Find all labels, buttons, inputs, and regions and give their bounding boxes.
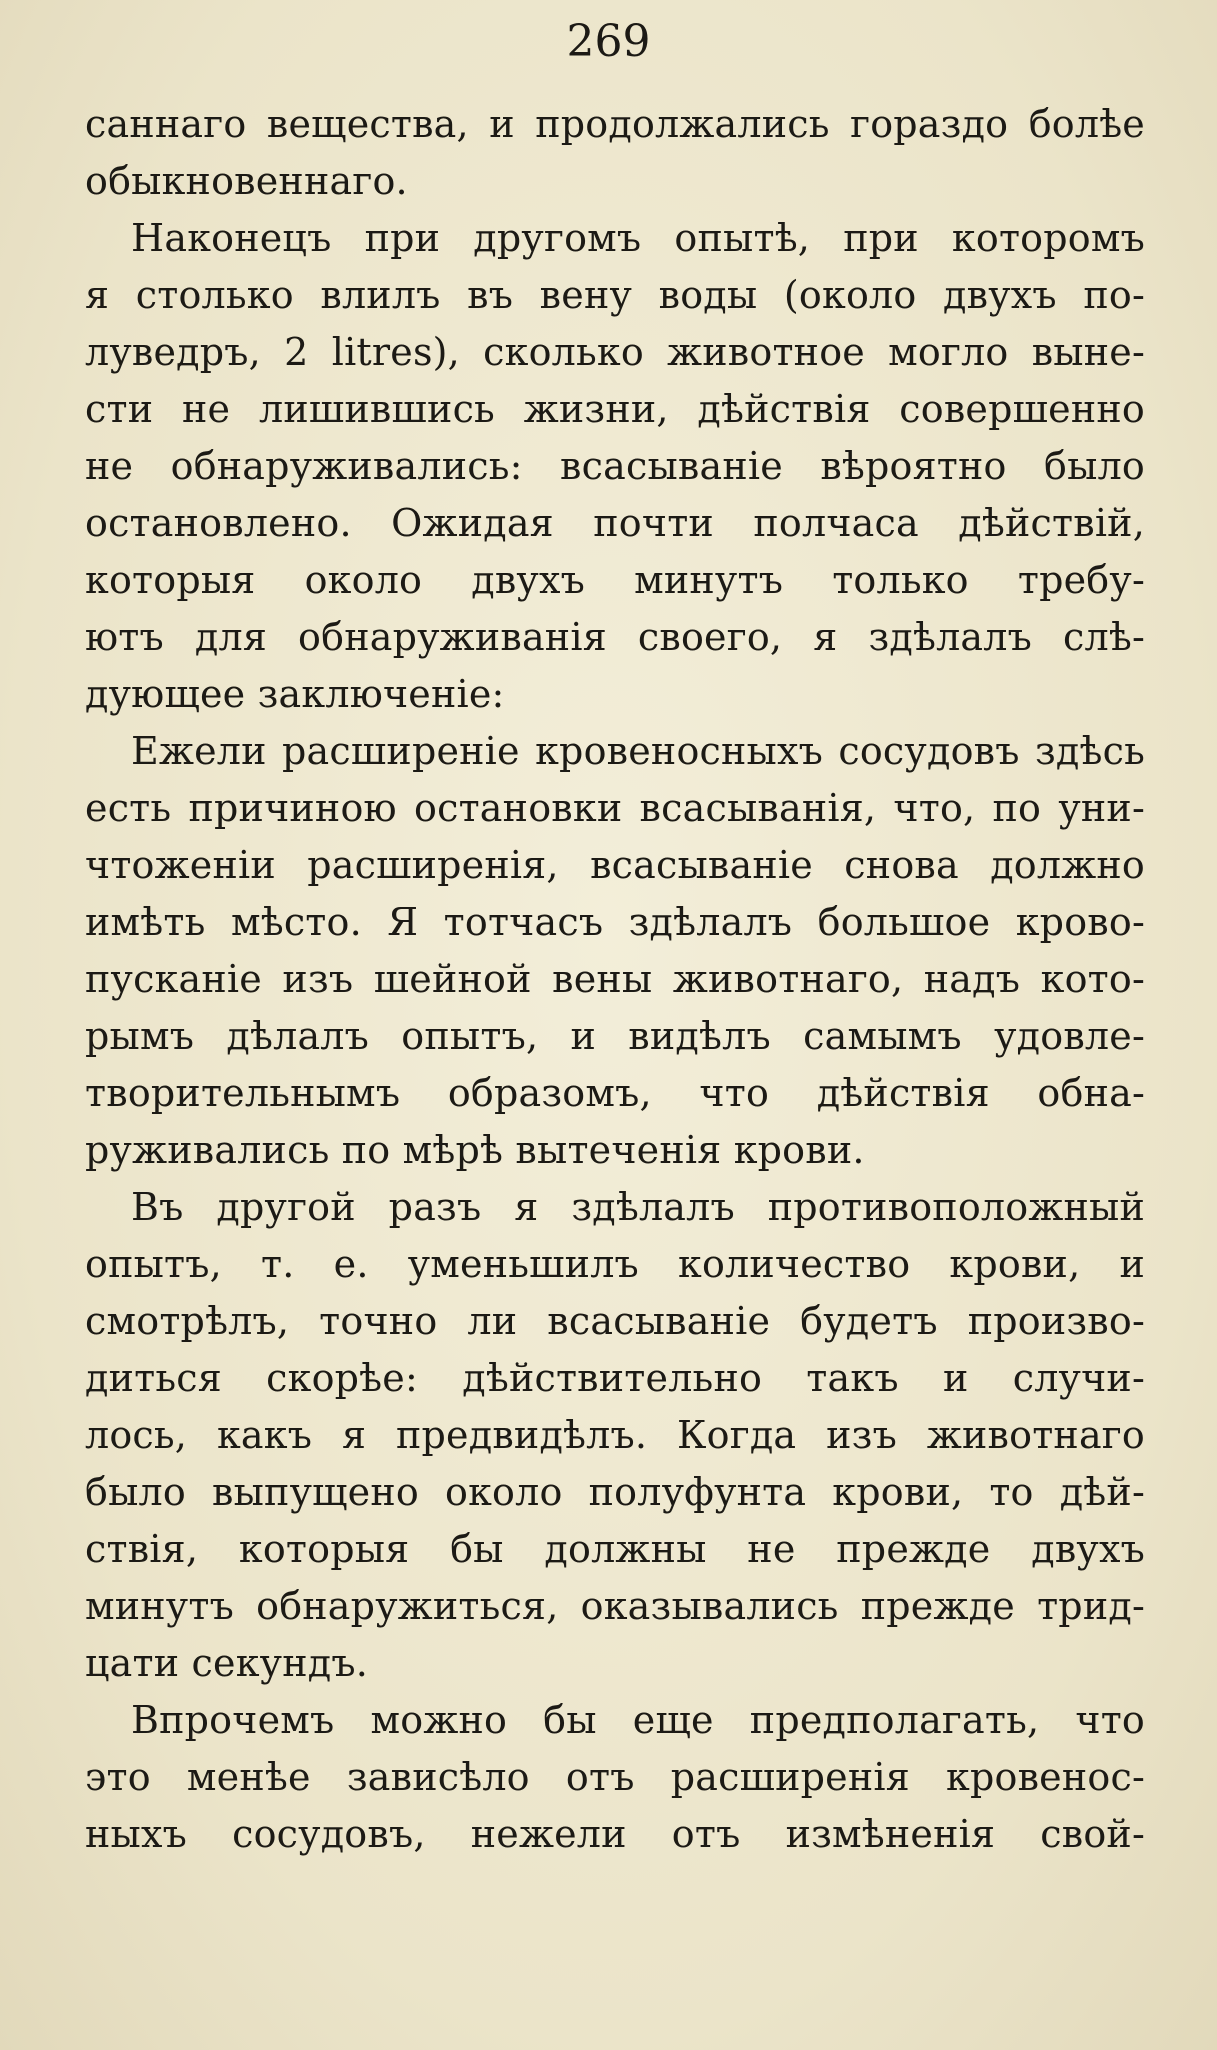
- text-line: ствія, которыя бы должны не прежде двухъ: [85, 1527, 1145, 1571]
- text-line: рымъ дѣлалъ опытъ, и видѣлъ самымъ удовле-: [85, 1014, 1145, 1058]
- text-line: саннаго вещества, и продолжались гораздо болѣе: [85, 102, 1145, 146]
- text-line: Впрочемъ можно бы еще предполагать, что: [131, 1698, 1145, 1742]
- text-line: остановлено. Ожидая почти полчаса дѣйствій,: [85, 501, 1145, 545]
- text-line: обыкновеннаго.: [85, 159, 408, 203]
- text-line: минутъ обнаружиться, оказывались прежде трид-: [85, 1584, 1145, 1628]
- text-line: творительнымъ образомъ, что дѣйствія обна-: [85, 1071, 1145, 1115]
- text-line: дующее заключеніе:: [85, 672, 505, 716]
- paragraph: [85, 1692, 1145, 1863]
- text-line: руживались по мѣрѣ вытеченія крови.: [85, 1128, 865, 1172]
- text-line: диться скорѣе: дѣйствительно такъ и случи-: [85, 1356, 1145, 1400]
- text-line: Ежели расширеніе кровеносныхъ сосудовъ здѣсь: [131, 729, 1145, 773]
- text-block: [85, 96, 1145, 1863]
- text-line: цати секундъ.: [85, 1641, 368, 1685]
- text-line: я столько влилъ въ вену воды (около двухъ по-: [85, 273, 1145, 317]
- text-line: не обнаруживались: всасываніе вѣроятно было: [85, 444, 1145, 488]
- text-line: имѣть мѣсто. Я тотчасъ здѣлалъ большое крово-: [85, 900, 1145, 944]
- text-line: ютъ для обнаруживанія своего, я здѣлалъ слѣ-: [85, 615, 1145, 659]
- text-line: Въ другой разъ я здѣлалъ противоположный: [131, 1185, 1145, 1229]
- text-line: лось, какъ я предвидѣлъ. Когда изъ животнаго: [85, 1413, 1145, 1457]
- text-line: смотрѣлъ, точно ли всасываніе будетъ произво-: [85, 1299, 1145, 1343]
- page-number: 269: [566, 16, 651, 67]
- paragraph: [85, 210, 1145, 723]
- text-line: Наконецъ при другомъ опытѣ, при которомъ: [131, 216, 1145, 260]
- text-line: пусканіе изъ шейной вены животнаго, надъ кото-: [85, 957, 1145, 1001]
- text-line: ныхъ сосудовъ, нежели отъ измѣненія свой-: [85, 1812, 1145, 1856]
- text-line: луведръ, 2 litres), сколько животное могло выне-: [85, 330, 1145, 374]
- paragraph: [85, 723, 1145, 1179]
- text-line: которыя около двухъ минутъ только требу-: [85, 558, 1145, 602]
- text-line: есть причиною остановки всасыванія, что, по уни-: [85, 786, 1145, 830]
- text-line: чтоженіи расширенія, всасываніе снова должно: [85, 843, 1145, 887]
- text-line: было выпущено около полуфунта крови, то дѣй-: [85, 1470, 1145, 1514]
- text-line: сти не лишившись жизни, дѣйствія совершенно: [85, 387, 1145, 431]
- paragraph: [85, 1179, 1145, 1692]
- text-line: опытъ, т. е. уменьшилъ количество крови, и: [85, 1242, 1145, 1286]
- text-line: это менѣе зависѣло отъ расширенія кровенос-: [85, 1755, 1145, 1799]
- paragraph: [85, 96, 1145, 210]
